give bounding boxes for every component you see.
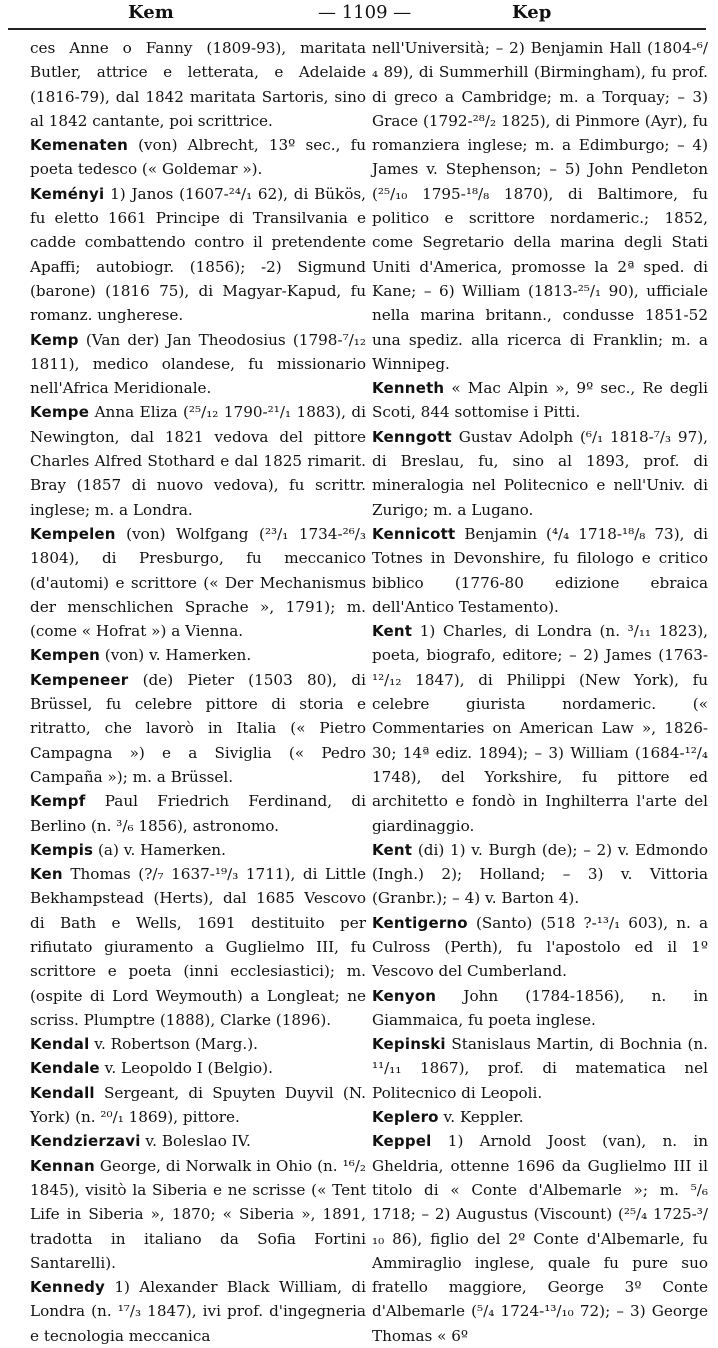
dictionary-entry	[30, 328, 366, 401]
entry-headword: Kemenaten	[30, 136, 128, 155]
entry-text: Thomas (?/₇ 1637-¹⁹/₃ 1711), di Little Bekhampstead (Herts), dal 1685 Vescovo di Bath e Wells, 1691 destituito per rifiutato giuramento a Guglielmo III, fu scrittore e poeta (inni ecclesiastici); m. (ospite di Lord Weymouth) a Longleat; ne scriss. Plumptre (1888), Clarke (1896).	[30, 865, 366, 1029]
entry-headword: Kennedy	[30, 1278, 105, 1297]
entry-text: (Santo) (518 ?-¹³/₁ 603), n. a Culross (Perth), fu l'apostolo ed il 1º Vescovo del Cumberland.	[372, 913, 708, 981]
dictionary-entry	[30, 862, 366, 1032]
entry-text: John (1784-1856), n. in Giammaica, fu poeta inglese.	[372, 986, 708, 1029]
entry-text: Anna Eliza (²⁵/₁₂ 1790-²¹/₁ 1883), di Newington, dal 1821 vedova del pittore Charles Alfred Stothard e dal 1825 rimarit. Bray (1857 di nuovo vedova), fu scrittr. inglese; m. a Londra.	[30, 403, 366, 519]
dictionary-entry	[372, 619, 708, 838]
entry-text: Benjamin (⁴/₄ 1718-¹⁸/₈ 73), di Totnes in Devonshire, fu filologo e critico biblico (1776-80 edizione ebraica dell'Antico Testamento).	[372, 524, 708, 616]
entry-headword: Kempelen	[30, 524, 116, 543]
dictionary-entry	[30, 838, 366, 862]
entry-headword: Kennan	[30, 1156, 95, 1175]
entry-headword: Kempf	[30, 792, 86, 811]
entry-text: (Van der) Jan Theodosius (1798-⁷/₁₂ 1811), medico olandese, fu missionario nell'Africa Meridionale.	[30, 330, 366, 398]
entry-headword: Kendal	[30, 1035, 90, 1054]
entry-headword: Keményi	[30, 184, 105, 203]
entry-text: v. Leopoldo I (Belgio).	[99, 1059, 273, 1078]
entry-text: Gustav Adolph (⁶/₁ 1818-⁷/₃ 97), di Breslau, fu, sino al 1893, prof. di mineralogia nel Politecnico e nell'Univ. di Zurigo; m. a Lugano.	[372, 427, 708, 519]
dictionary-entry	[372, 376, 708, 425]
entry-headword: Kepinski	[372, 1035, 446, 1054]
entry-text: (von) Albrecht, 13º sec., fu poeta tedesco (« Goldemar »).	[30, 136, 366, 179]
dictionary-entry	[30, 1032, 366, 1056]
dictionary-entry	[372, 425, 708, 522]
dictionary-entry	[30, 1154, 366, 1275]
right-column	[372, 36, 708, 1348]
entry-text: (di) 1) v. Burgh (de); – 2) v. Edmondo (Ingh.) 2); Holland; – 3) v. Vittoria (Granbr.); – 4) v. Barton 4).	[372, 840, 708, 908]
dictionary-entry	[30, 133, 366, 182]
entry-text: v. Boleslao IV.	[140, 1132, 251, 1151]
entry-text: 1) Alexander Black William, di Londra (n. ¹⁷/₃ 1847), ivi prof. d'ingegneria e tecnologia meccanica	[30, 1278, 366, 1345]
entry-headword: Kempeneer	[30, 670, 129, 689]
entry-text: 1) Janos (1607-²⁴/₁ 62), di Bükös, fu eletto 1661 Principe di Transilvania e cadde combattendo contro il pretendente Apaffi; autobiogr. (1856); -2) Sigmund (barone) (1816 75), di Magyar-Kapud, fu romanz. ungherese.	[30, 184, 366, 325]
dictionary-entry	[30, 182, 366, 328]
dictionary-entry	[372, 36, 708, 376]
dictionary-entry	[30, 522, 366, 643]
entry-headword: Kempe	[30, 403, 90, 422]
entry-headword: Ken	[30, 865, 63, 884]
dictionary-entry	[30, 1275, 366, 1348]
entry-text: v. Keppler.	[438, 1108, 524, 1127]
entry-text: (von) v. Hamerken.	[99, 646, 252, 665]
running-header	[0, 0, 718, 30]
entry-headword: Kendall	[30, 1083, 95, 1102]
header-page-number: — 1109 —	[318, 2, 412, 23]
dictionary-entry	[372, 911, 708, 984]
entry-text: ces Anne o Fanny (1809-93), maritata Butler, attrice e letterata, e Adelaide (1816-79), dal 1842 maritata Sartoris, sino al 1842 cantante, poi scrittrice.	[30, 39, 366, 130]
entry-text: George, di Norwalk in Ohio (n. ¹⁶/₂ 1845), visitò la Siberia e ne scrisse (« Tent Life in Siberia », 1870; « Siberia », 1891, tradotta in italiano da Sofia Fortini Santarelli).	[30, 1156, 366, 1272]
entry-text: (von) Wolfgang (²³/₁ 1734-²⁶/₃ 1804), di Presburgo, fu meccanico (d'automi) e scrittore (« Der Mechanismus der menschlichen Sprache », 1791); m. (come « Hofrat ») a Vienna.	[30, 524, 366, 641]
dictionary-entry	[372, 1032, 708, 1105]
entry-headword: Kent	[372, 840, 413, 859]
header-rule	[8, 28, 706, 30]
entry-headword: Kenngott	[372, 427, 452, 446]
entry-headword: Kendzierzavi	[30, 1132, 141, 1151]
entry-text: (a) v. Hamerken.	[93, 840, 226, 859]
entry-text: 1) Charles, di Londra (n. ³/₁₁ 1823), poeta, biografo, editore; – 2) James (1763-¹²/₁₂ 1847), di Philippi (New York), fu celebre giurista nordameric. (« Commentaries on American Law », 1826-30; 14ª ediz. 1894); – 3) William (1684-¹²/₄ 1748), del Yorkshire, fu pittore ed architetto e fondò in Inghilterra l'arte del giardinaggio.	[372, 622, 708, 835]
header-left-guideword: Kem	[128, 2, 174, 23]
dictionary-entry	[372, 1129, 708, 1348]
entry-headword: Kent	[372, 622, 413, 641]
dictionary-entry	[30, 1129, 366, 1153]
entry-headword: Kempen	[30, 646, 100, 665]
entry-headword: Kempis	[30, 840, 94, 859]
entry-text: Stanislaus Martin, di Bochnia (n. ¹¹/₁₁ 1867), prof. di matematica nel Politecnico di Leopoli.	[372, 1035, 708, 1102]
entry-headword: Kenneth	[372, 379, 445, 398]
dictionary-entry	[30, 36, 366, 133]
entry-headword: Kemp	[30, 330, 79, 349]
dictionary-entry	[372, 522, 708, 619]
dictionary-entry	[372, 1105, 708, 1129]
entry-headword: Kendale	[30, 1059, 100, 1078]
entry-text: (de) Pieter (1503 80), di Brüssel, fu celebre pittore di storia e ritratto, che lavorò in Italia (« Pietro Campagna ») e a Siviglia (« Pedro Campaña »); m. a Brüssel.	[30, 670, 366, 786]
entry-headword: Keppel	[372, 1132, 432, 1151]
entry-headword: Kenyon	[372, 986, 437, 1005]
header-right-guideword: Kep	[512, 2, 552, 23]
dictionary-entry	[30, 789, 366, 838]
dictionary-entry	[30, 400, 366, 521]
entry-text: Paul Friedrich Ferdinand, di Berlino (n. ³/₆ 1856), astronomo.	[30, 792, 366, 835]
entry-headword: Kennicott	[372, 524, 456, 543]
entry-headword: Kentigerno	[372, 913, 468, 932]
left-column	[30, 36, 366, 1348]
dictionary-entry	[372, 984, 708, 1033]
dictionary-entry	[372, 838, 708, 911]
dictionary-entry	[30, 1056, 366, 1080]
entry-text: v. Robertson (Marg.).	[89, 1035, 258, 1054]
entry-text: Sergeant, di Spuyten Duyvil (N. York) (n. ²⁰/₁ 1869), pittore.	[30, 1083, 366, 1127]
entry-text: 1) Arnold Joost (van), n. in Gheldria, ottenne 1696 da Guglielmo III il titolo di « Conte d'Albemarle »; m. ⁵/₆ 1718; – 2) Augustus (Viscount) (²⁵/₄ 1725-³/₁₀ 86), figlio del 2º Conte d'Albemarle, fu Ammiraglio inglese, quale fu pure suo fratello maggiore, George 3º Conte d'Albemarle (⁵/₄ 1724-¹³/₁₀ 72); – 3) George Thomas « 6º	[372, 1132, 708, 1345]
entry-text: nell'Università; – 2) Benjamin Hall (1804-⁶/₄ 89), di Summerhill (Birmingham), fu prof. di greco a Cambridge; m. a Torquay; – 3) Grace (1792-²⁸/₂ 1825), di Pinmore (Ayr), fu romanziera inglese; m. a Edimburgo; – 4) James v. Stephenson; – 5) John Pendleton (²⁵/₁₀ 1795-¹⁸/₈ 1870), di Baltimore, fu politico e scrittore nordameric.; 1852, come Segretario della marina degli Stati Uniti d'America, promosse la 2ª sped. di Kane; – 6) William (1813-²⁵/₁ 90), ufficiale nella marina britann., condusse 1851-52 una spediz. alla ricerca di Franklin; m. a Winnipeg.	[372, 39, 708, 373]
entry-text: « Mac Alpin », 9º sec., Re degli Scoti, 844 sottomise i Pitti.	[372, 379, 708, 422]
entry-headword: Keplero	[372, 1108, 439, 1127]
dictionary-entry	[30, 668, 366, 789]
dictionary-entry	[30, 643, 366, 667]
dictionary-entry	[30, 1081, 366, 1130]
